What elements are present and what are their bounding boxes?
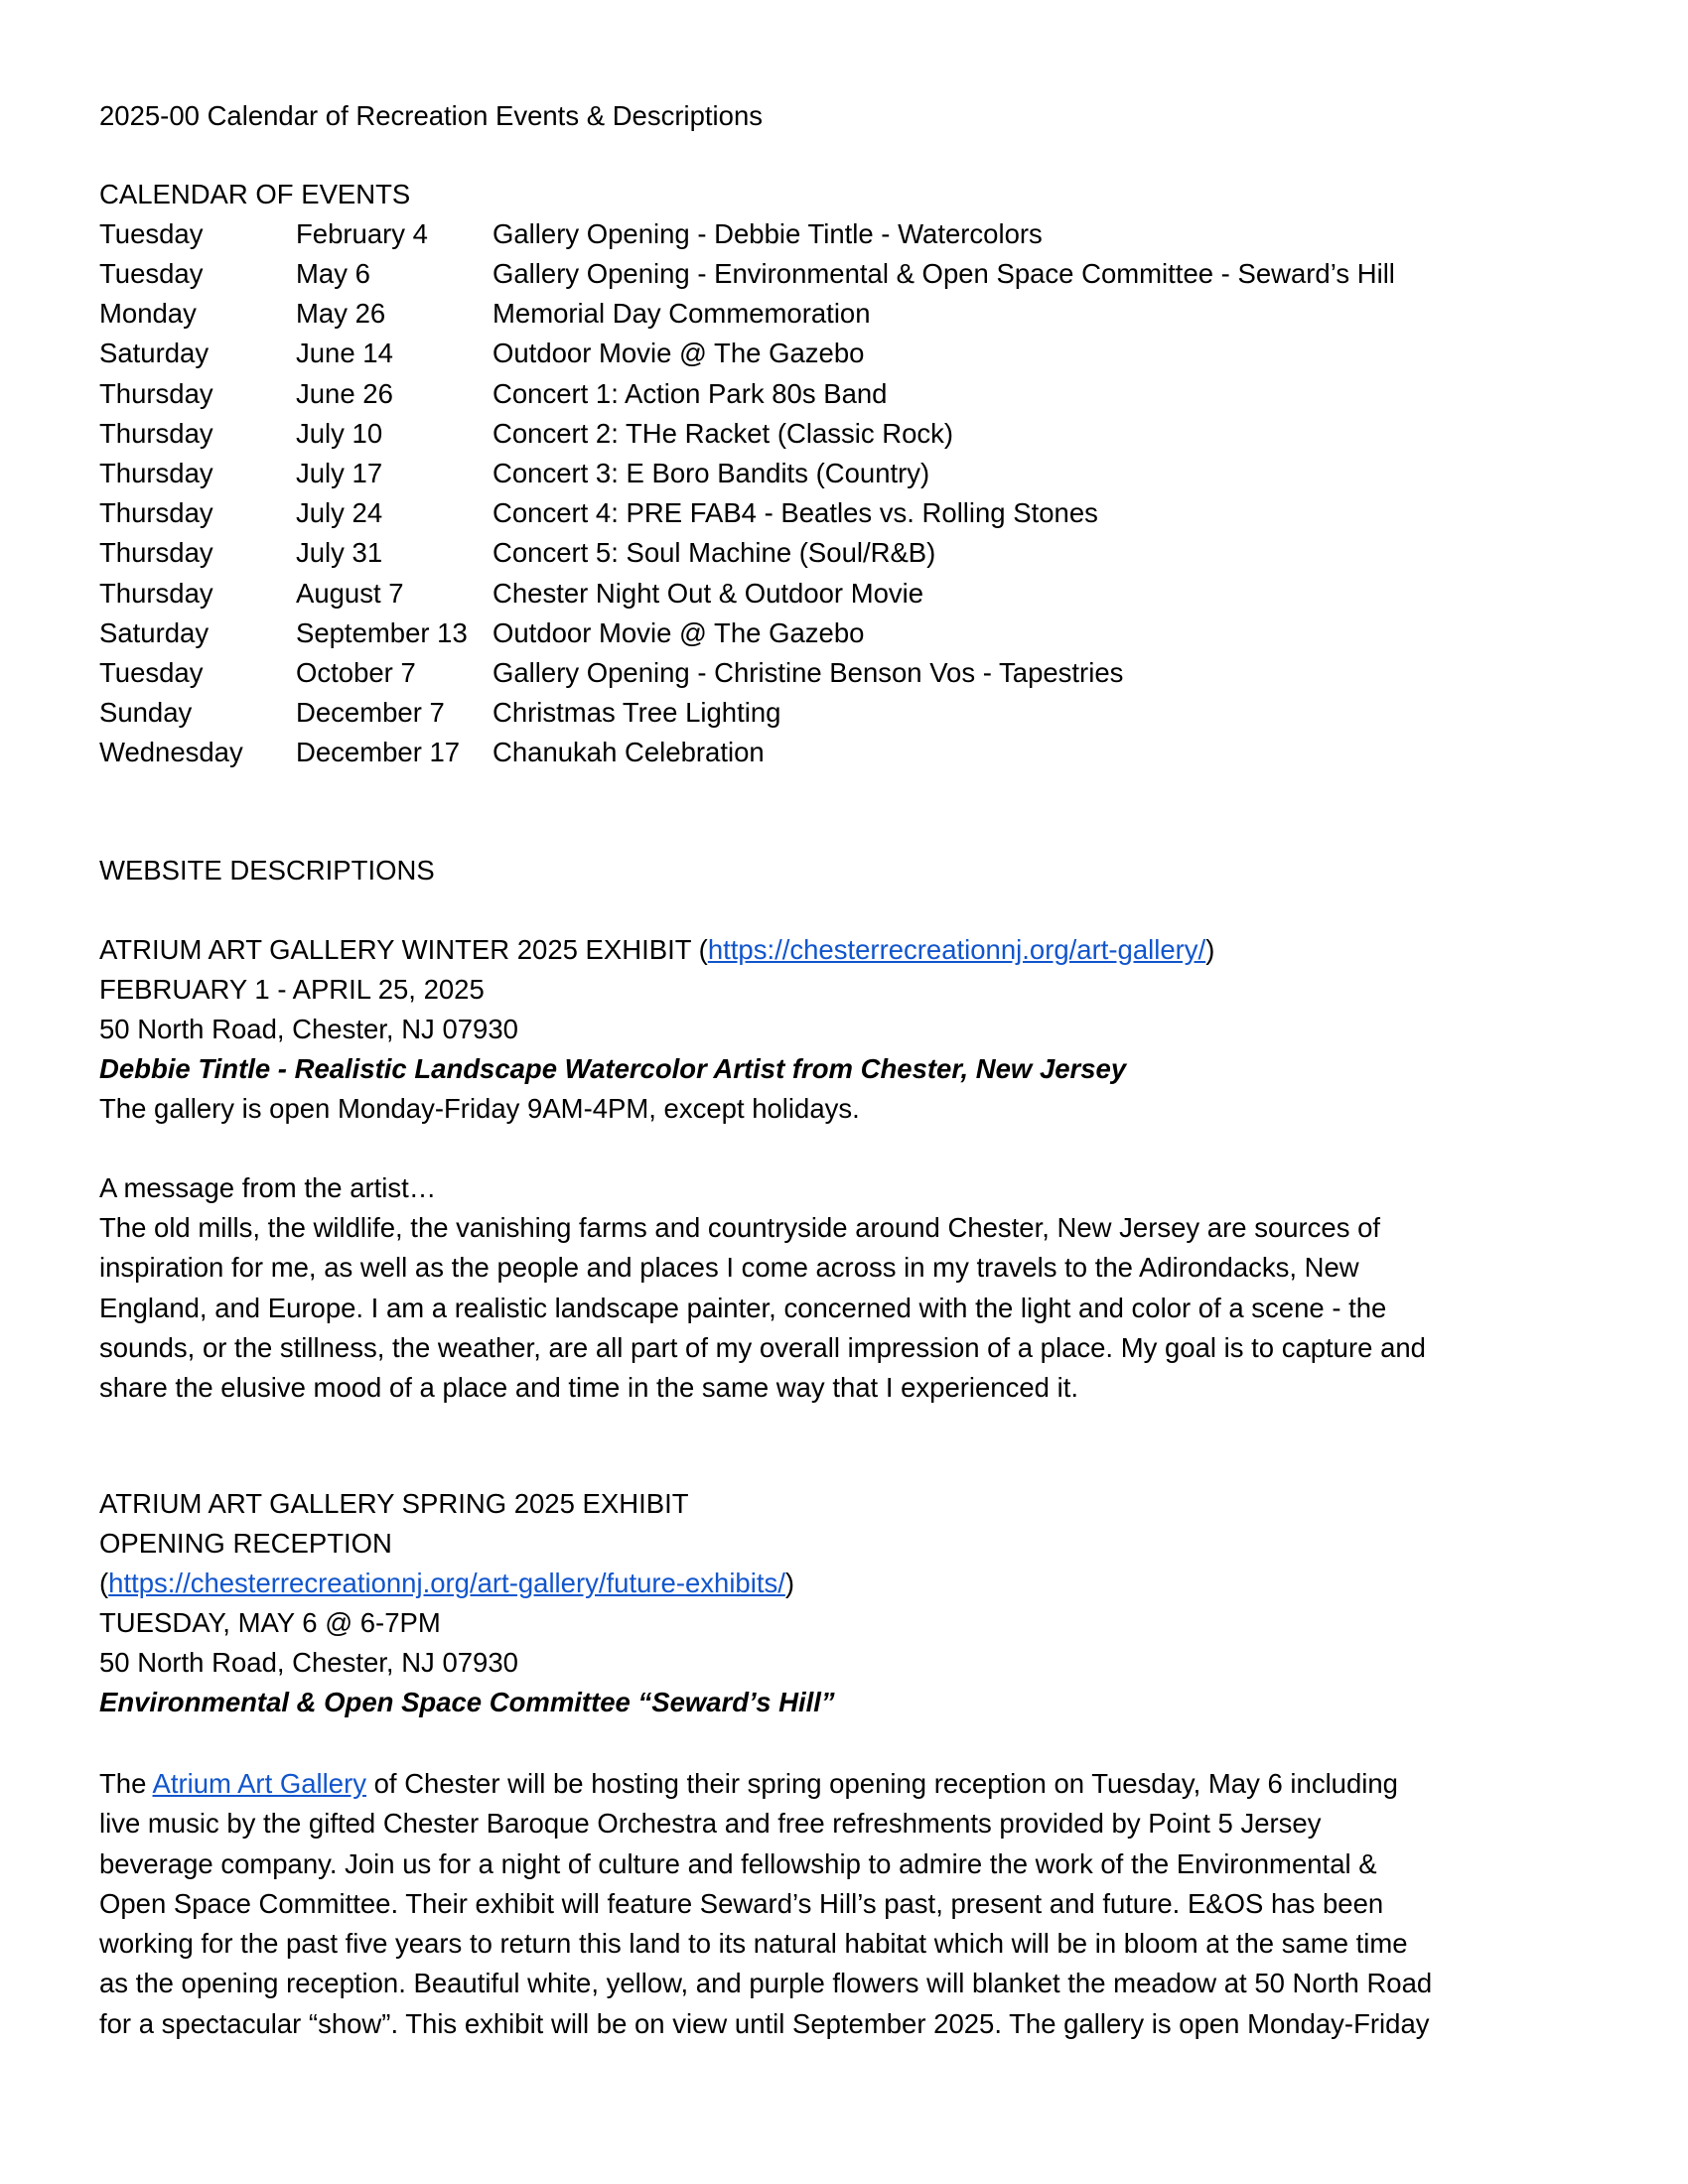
event-day: Saturday bbox=[99, 617, 210, 648]
spring-exhibit-link-line bbox=[99, 1564, 794, 1603]
paragraph-line: share the elusive mood of a place and time in the same way that I experienced it. bbox=[99, 1372, 1078, 1404]
paragraph-line: as the opening reception. Beautiful white, yellow, and purple flowers will blanket the meadow at 50 North Road bbox=[99, 1968, 1433, 1999]
event-title: Concert 2: THe Racket (Classic Rock) bbox=[492, 418, 954, 449]
event-title: Gallery Opening - Debbie Tintle - Watercolors bbox=[492, 218, 1043, 249]
document-title: 2025-00 Calendar of Recreation Events & Descriptions bbox=[99, 100, 764, 131]
winter-exhibit-hours: The gallery is open Monday-Friday 9AM-4PM, except holidays. bbox=[99, 1093, 860, 1124]
event-title: Chester Night Out & Outdoor Movie bbox=[492, 578, 924, 609]
event-day: Sunday bbox=[99, 697, 193, 728]
event-title: Gallery Opening - Christine Benson Vos - Tapestries bbox=[492, 657, 1124, 688]
paragraph-line: for a spectacular “show”. This exhibit will be on view until September 2025. The gallery is open Monday-Friday bbox=[99, 2007, 1430, 2039]
atrium-art-gallery-link[interactable]: Atrium Art Gallery bbox=[152, 1768, 366, 1799]
art-gallery-link[interactable]: https://chesterrecreationnj.org/art-gallery/ bbox=[707, 934, 1206, 965]
link-open-paren: ( bbox=[99, 1568, 109, 1598]
spring-exhibit-when: TUESDAY, MAY 6 @ 6-7PM bbox=[99, 1607, 441, 1638]
event-day: Thursday bbox=[99, 497, 213, 528]
future-exhibits-link[interactable]: https://chesterrecreationnj.org/art-gallery/future-exhibits/ bbox=[108, 1568, 785, 1598]
event-day: Tuesday bbox=[99, 258, 204, 289]
artist-message-intro: A message from the artist… bbox=[99, 1172, 437, 1203]
event-day: Thursday bbox=[99, 418, 213, 449]
event-date: August 7 bbox=[296, 578, 404, 609]
body-text: of Chester will be hosting their spring opening reception on Tuesday, May 6 including bbox=[365, 1768, 1398, 1799]
event-date: May 26 bbox=[296, 298, 386, 329]
event-date: May 6 bbox=[296, 258, 370, 289]
event-date: July 24 bbox=[296, 497, 383, 528]
spring-exhibit-body bbox=[99, 1764, 1589, 2044]
event-date: July 10 bbox=[296, 418, 383, 449]
event-day: Thursday bbox=[99, 458, 213, 488]
paragraph-line: working for the past five years to return this land to its natural habitat which will be in bloom at the same time bbox=[99, 1928, 1408, 1960]
event-title: Memorial Day Commemoration bbox=[492, 298, 871, 329]
event-title: Concert 3: E Boro Bandits (Country) bbox=[492, 458, 930, 488]
winter-title-text: ATRIUM ART GALLERY WINTER 2025 EXHIBIT ( bbox=[99, 934, 708, 965]
paragraph-line: England, and Europe. I am a realistic landscape painter, concerned with the light and color of a scene - the bbox=[99, 1292, 1387, 1323]
event-date: September 13 bbox=[296, 617, 468, 648]
spring-exhibit-title: ATRIUM ART GALLERY SPRING 2025 EXHIBIT bbox=[99, 1488, 689, 1519]
website-descriptions-heading: WEBSITE DESCRIPTIONS bbox=[99, 855, 435, 886]
paragraph-line: sounds, or the stillness, the weather, are all part of my overall impression of a place. My goal is to capture and bbox=[99, 1331, 1426, 1363]
paragraph-line bbox=[99, 1764, 1589, 1804]
winter-exhibit-artist: Debbie Tintle - Realistic Landscape Watercolor Artist from Chester, New Jersey bbox=[99, 1053, 1127, 1084]
event-title: Concert 5: Soul Machine (Soul/R&B) bbox=[492, 537, 936, 568]
event-date: June 14 bbox=[296, 338, 393, 368]
link-close-paren: ) bbox=[784, 1568, 795, 1598]
event-title: Concert 1: Action Park 80s Band bbox=[492, 378, 888, 409]
body-text: The bbox=[99, 1768, 153, 1799]
event-title: Concert 4: PRE FAB4 - Beatles vs. Rolling Stones bbox=[492, 497, 1098, 528]
paragraph-line: inspiration for me, as well as the people and places I come across in my travels to the Adirondacks, New bbox=[99, 1252, 1359, 1284]
winter-title-close: ) bbox=[1205, 934, 1215, 965]
event-date: July 17 bbox=[296, 458, 383, 488]
spring-exhibit-address: 50 North Road, Chester, NJ 07930 bbox=[99, 1647, 518, 1678]
event-title: Outdoor Movie @ The Gazebo bbox=[492, 338, 865, 368]
event-date: June 26 bbox=[296, 378, 393, 409]
spring-exhibit-subtitle: OPENING RECEPTION bbox=[99, 1528, 392, 1559]
event-date: October 7 bbox=[296, 657, 416, 688]
spring-exhibit-exhibitor: Environmental & Open Space Committee “Seward’s Hill” bbox=[99, 1687, 835, 1717]
event-date: December 17 bbox=[296, 737, 461, 767]
calendar-heading: CALENDAR OF EVENTS bbox=[99, 179, 411, 209]
artist-message-body bbox=[99, 1208, 1589, 1408]
event-title: Outdoor Movie @ The Gazebo bbox=[492, 617, 865, 648]
winter-exhibit-dates: FEBRUARY 1 - APRIL 25, 2025 bbox=[99, 974, 485, 1005]
winter-exhibit-title bbox=[99, 930, 1214, 970]
event-day: Thursday bbox=[99, 537, 213, 568]
event-date: February 4 bbox=[296, 218, 428, 249]
paragraph-line: The old mills, the wildlife, the vanishing farms and countryside around Chester, New Jersey are sources of bbox=[99, 1212, 1381, 1243]
winter-exhibit-address: 50 North Road, Chester, NJ 07930 bbox=[99, 1014, 518, 1044]
event-day: Tuesday bbox=[99, 218, 204, 249]
paragraph-line: live music by the gifted Chester Baroque Orchestra and free refreshments provided by Point 5 Jersey bbox=[99, 1808, 1322, 1840]
paragraph-line: beverage company. Join us for a night of culture and fellowship to admire the work of the Environmental & bbox=[99, 1847, 1377, 1879]
event-date: December 7 bbox=[296, 697, 445, 728]
event-title: Chanukah Celebration bbox=[492, 737, 765, 767]
event-title: Christmas Tree Lighting bbox=[492, 697, 781, 728]
event-day: Wednesday bbox=[99, 737, 243, 767]
event-day: Saturday bbox=[99, 338, 210, 368]
event-title: Gallery Opening - Environmental & Open Space Committee - Seward’s Hill bbox=[492, 258, 1395, 289]
paragraph-line: Open Space Committee. Their exhibit will feature Seward’s Hill’s past, present and future. E&OS has been bbox=[99, 1887, 1384, 1919]
event-date: July 31 bbox=[296, 537, 383, 568]
event-day: Thursday bbox=[99, 378, 213, 409]
event-day: Thursday bbox=[99, 578, 213, 609]
event-day: Tuesday bbox=[99, 657, 204, 688]
event-day: Monday bbox=[99, 298, 197, 329]
